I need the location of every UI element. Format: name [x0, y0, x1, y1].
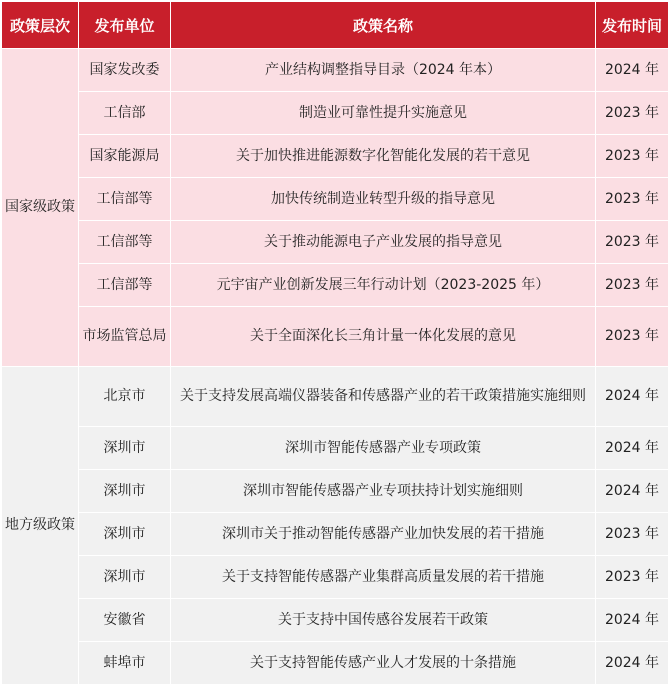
issuer-cell: 工信部等	[79, 264, 171, 307]
issuer-cell: 市场监管总局	[79, 307, 171, 367]
date-cell: 2023 年	[596, 264, 669, 307]
policy-name-cell: 关于支持发展高端仪器装备和传感器产业的若干政策措施实施细则	[171, 367, 596, 427]
date-cell: 2024 年	[596, 427, 669, 470]
table-row	[2, 427, 669, 470]
policy-name-cell: 关于支持中国传感谷发展若干政策	[171, 599, 596, 642]
issuer-cell: 深圳市	[79, 556, 171, 599]
date-cell: 2024 年	[596, 642, 669, 685]
policy-name-cell: 深圳市智能传感器产业专项扶持计划实施细则	[171, 470, 596, 513]
table-row	[2, 642, 669, 685]
policy-name-cell: 加快传统制造业转型升级的指导意见	[171, 178, 596, 221]
issuer-cell: 工信部	[79, 92, 171, 135]
table-row	[2, 264, 669, 307]
issuer-cell: 工信部等	[79, 178, 171, 221]
date-cell: 2023 年	[596, 513, 669, 556]
policy-name-cell: 元宇宙产业创新发展三年行动计划（2023-2025 年）	[171, 264, 596, 307]
date-cell: 2023 年	[596, 92, 669, 135]
policy-name-cell: 深圳市关于推动智能传感器产业加快发展的若干措施	[171, 513, 596, 556]
table-row	[2, 92, 669, 135]
table-row	[2, 307, 669, 367]
issuer-cell: 国家能源局	[79, 135, 171, 178]
date-cell: 2023 年	[596, 178, 669, 221]
date-cell: 2023 年	[596, 556, 669, 599]
table-row	[2, 367, 669, 427]
policy-name-cell: 关于全面深化长三角计量一体化发展的意见	[171, 307, 596, 367]
table-row	[2, 470, 669, 513]
issuer-cell: 安徽省	[79, 599, 171, 642]
policy-name-cell: 产业结构调整指导目录（2024 年本）	[171, 49, 596, 92]
policy-name-cell: 关于推动能源电子产业发展的指导意见	[171, 221, 596, 264]
header-row	[2, 2, 669, 49]
issuer-cell: 工信部等	[79, 221, 171, 264]
date-cell: 2024 年	[596, 470, 669, 513]
header-name: 政策名称	[171, 2, 596, 49]
national-policy-group	[2, 49, 669, 367]
header-date: 发布时间	[596, 2, 669, 49]
policy-name-cell: 关于支持智能传感器产业集群高质量发展的若干措施	[171, 556, 596, 599]
table-row	[2, 49, 669, 92]
policy-name-cell: 制造业可靠性提升实施意见	[171, 92, 596, 135]
policy-table	[1, 1, 669, 685]
issuer-cell: 蚌埠市	[79, 642, 171, 685]
header-level: 政策层次	[2, 2, 79, 49]
table-row	[2, 556, 669, 599]
table-row	[2, 513, 669, 556]
date-cell: 2023 年	[596, 221, 669, 264]
date-cell: 2023 年	[596, 135, 669, 178]
header-issuer: 发布单位	[79, 2, 171, 49]
table-row	[2, 178, 669, 221]
issuer-cell: 深圳市	[79, 427, 171, 470]
date-cell: 2024 年	[596, 49, 669, 92]
issuer-cell: 国家发改委	[79, 49, 171, 92]
table-row	[2, 221, 669, 264]
table-row	[2, 135, 669, 178]
table-row	[2, 599, 669, 642]
issuer-cell: 北京市	[79, 367, 171, 427]
local-policy-group	[2, 367, 669, 685]
policy-name-cell: 关于加快推进能源数字化智能化发展的若干意见	[171, 135, 596, 178]
national-level-cell: 国家级政策	[2, 49, 79, 367]
issuer-cell: 深圳市	[79, 513, 171, 556]
date-cell: 2024 年	[596, 367, 669, 427]
issuer-cell: 深圳市	[79, 470, 171, 513]
date-cell: 2024 年	[596, 599, 669, 642]
local-level-cell: 地方级政策	[2, 367, 79, 685]
date-cell: 2023 年	[596, 307, 669, 367]
policy-name-cell: 关于支持智能传感产业人才发展的十条措施	[171, 642, 596, 685]
policy-name-cell: 深圳市智能传感器产业专项政策	[171, 427, 596, 470]
